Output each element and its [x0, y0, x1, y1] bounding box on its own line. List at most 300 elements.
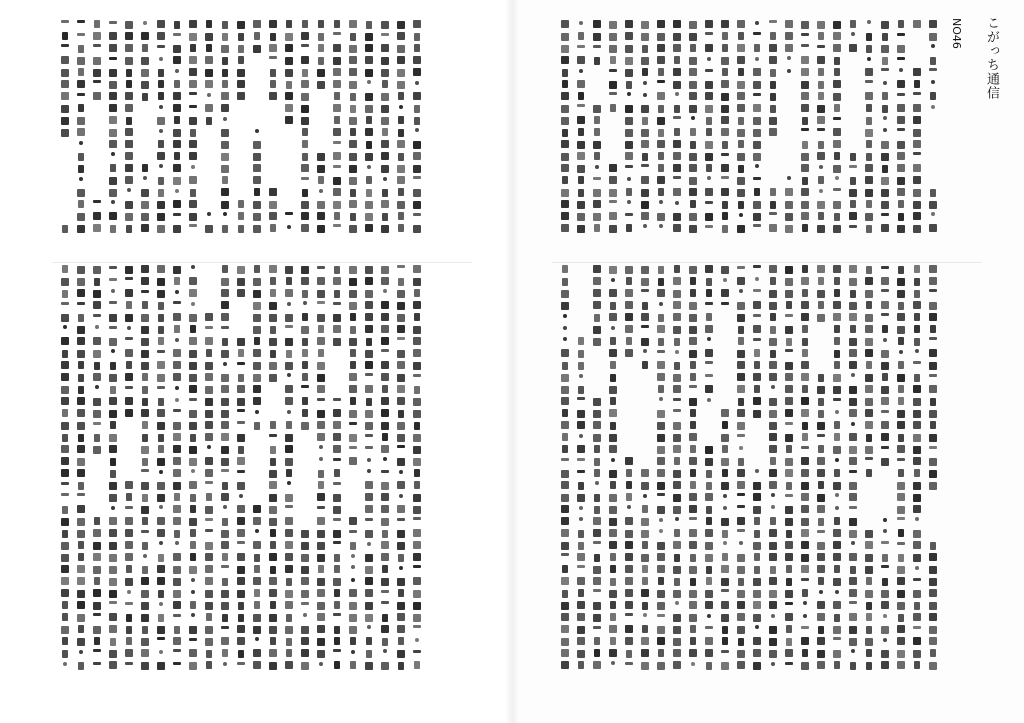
handwriting-stroke — [849, 349, 857, 357]
handwriting-stroke — [334, 565, 340, 573]
handwriting-stroke — [382, 213, 388, 221]
handwriting-stroke — [705, 20, 713, 28]
handwriting-stroke — [109, 129, 117, 137]
handwriting-stroke — [577, 225, 585, 233]
handwriting-stroke — [833, 93, 841, 101]
handwriting-stroke — [721, 601, 729, 609]
handwriting-stroke — [126, 80, 132, 88]
text-column — [316, 20, 326, 255]
handwriting-stroke — [897, 577, 905, 585]
handwriting-stroke — [833, 541, 841, 549]
handwriting-stroke — [141, 57, 149, 65]
handwriting-stroke — [770, 326, 776, 334]
handwriting-stroke — [625, 69, 633, 77]
handwriting-stroke — [397, 374, 405, 382]
handwriting-stroke — [125, 104, 133, 112]
handwriting-stroke — [158, 326, 164, 334]
handwriting-stroke — [913, 385, 921, 393]
handwriting-stroke — [609, 529, 617, 537]
handwriting-stroke — [562, 433, 568, 441]
handwriting-stroke — [753, 482, 761, 490]
handwriting-stroke — [381, 152, 389, 160]
text-column — [896, 20, 906, 255]
handwriting-stroke — [929, 589, 937, 597]
handwriting-stroke — [866, 613, 872, 621]
handwriting-stroke — [269, 374, 277, 382]
handwriting-stroke — [737, 554, 745, 562]
handwriting-stroke — [674, 578, 680, 586]
handwriting-stroke — [109, 445, 117, 453]
handwriting-stroke — [141, 338, 149, 346]
handwriting-stroke — [769, 553, 777, 561]
handwriting-stroke — [881, 153, 889, 161]
text-column — [268, 265, 278, 685]
handwriting-stroke — [205, 469, 213, 477]
handwriting-stroke — [834, 213, 840, 221]
handwriting-stroke — [705, 105, 713, 113]
handwriting-stroke — [222, 176, 228, 184]
text-column — [396, 265, 406, 685]
handwriting-stroke — [754, 188, 760, 196]
handwriting-stroke — [785, 188, 793, 196]
handwriting-stroke — [929, 374, 937, 377]
handwriting-stroke — [722, 212, 728, 220]
handwriting-stroke — [127, 188, 131, 192]
handwriting-stroke — [705, 385, 713, 393]
handwriting-stroke — [191, 265, 195, 269]
handwriting-stroke — [657, 434, 665, 442]
handwriting-stroke — [771, 505, 775, 509]
handwriting-stroke — [93, 662, 101, 665]
handwriting-stroke — [93, 266, 101, 274]
handwriting-stroke — [609, 434, 617, 442]
handwriting-stroke — [109, 566, 117, 574]
handwriting-stroke — [270, 566, 276, 574]
handwriting-stroke — [397, 56, 405, 64]
handwriting-stroke — [333, 649, 341, 652]
handwriting-stroke — [931, 105, 935, 109]
handwriting-stroke — [657, 213, 665, 221]
handwriting-stroke — [593, 289, 601, 297]
handwriting-stroke — [189, 33, 197, 41]
handwriting-stroke — [158, 189, 164, 197]
handwriting-stroke — [334, 290, 340, 298]
handwriting-stroke — [125, 152, 133, 160]
handwriting-stroke — [753, 637, 761, 645]
handwriting-stroke — [62, 265, 68, 273]
handwriting-stroke — [109, 374, 117, 382]
handwriting-stroke — [594, 152, 600, 160]
text-column — [412, 20, 422, 255]
handwriting-stroke — [221, 374, 229, 382]
handwriting-stroke — [77, 565, 85, 573]
handwriting-stroke — [706, 128, 712, 136]
handwriting-stroke — [398, 188, 404, 196]
handwriting-stroke — [334, 601, 340, 609]
handwriting-stroke — [238, 200, 244, 208]
handwriting-stroke — [317, 277, 325, 285]
handwriting-stroke — [801, 518, 809, 526]
handwriting-stroke — [221, 385, 229, 393]
handwriting-stroke — [365, 313, 373, 321]
handwriting-stroke — [221, 141, 229, 149]
handwriting-stroke — [126, 361, 132, 369]
text-column — [864, 265, 874, 685]
handwriting-stroke — [222, 578, 228, 586]
handwriting-stroke — [737, 505, 745, 508]
handwriting-stroke — [270, 350, 276, 358]
handwriting-stroke — [413, 577, 421, 585]
handwriting-stroke — [914, 278, 920, 286]
handwriting-stroke — [593, 410, 601, 418]
handwriting-stroke — [333, 445, 341, 453]
handwriting-stroke — [881, 177, 889, 185]
handwriting-stroke — [721, 116, 729, 124]
handwriting-stroke — [334, 266, 340, 274]
handwriting-stroke — [381, 662, 389, 670]
handwriting-stroke — [62, 613, 68, 621]
handwriting-stroke — [158, 590, 164, 598]
handwriting-stroke — [254, 422, 260, 430]
handwriting-stroke — [301, 577, 309, 585]
handwriting-stroke — [562, 69, 568, 77]
handwriting-stroke — [350, 661, 356, 669]
handwriting-stroke — [578, 482, 584, 490]
handwriting-stroke — [365, 69, 373, 77]
handwriting-stroke — [579, 506, 583, 510]
handwriting-stroke — [125, 164, 133, 172]
handwriting-stroke — [929, 201, 937, 209]
handwriting-stroke — [673, 164, 681, 172]
left-page-top-text — [60, 20, 470, 265]
handwriting-stroke — [899, 68, 903, 72]
handwriting-stroke — [350, 33, 356, 41]
handwriting-stroke — [269, 470, 277, 478]
handwriting-stroke — [689, 433, 697, 441]
handwriting-stroke — [866, 225, 872, 233]
handwriting-stroke — [94, 278, 100, 286]
handwriting-stroke — [755, 57, 759, 61]
handwriting-stroke — [349, 225, 357, 233]
handwriting-stroke — [657, 457, 665, 465]
handwriting-stroke — [897, 326, 905, 334]
handwriting-stroke — [317, 69, 325, 77]
handwriting-stroke — [897, 625, 905, 633]
handwriting-stroke — [269, 212, 277, 220]
handwriting-stroke — [690, 44, 696, 52]
handwriting-stroke — [851, 541, 855, 545]
handwriting-stroke — [866, 469, 872, 477]
text-column — [576, 20, 586, 255]
handwriting-stroke — [833, 398, 841, 401]
handwriting-stroke — [189, 481, 197, 489]
handwriting-stroke — [673, 116, 681, 119]
handwriting-stroke — [349, 446, 357, 449]
handwriting-stroke — [833, 117, 841, 120]
handwriting-stroke — [190, 601, 196, 609]
handwriting-stroke — [317, 578, 325, 586]
handwriting-stroke — [897, 590, 905, 598]
handwriting-stroke — [301, 590, 309, 598]
handwriting-stroke — [833, 265, 841, 273]
handwriting-stroke — [881, 313, 889, 316]
handwriting-stroke — [578, 386, 584, 394]
handwriting-stroke — [849, 338, 857, 346]
handwriting-stroke — [882, 578, 888, 586]
handwriting-stroke — [77, 93, 85, 96]
handwriting-stroke — [690, 373, 696, 381]
handwriting-stroke — [753, 289, 761, 292]
handwriting-stroke — [577, 458, 585, 461]
handwriting-stroke — [866, 140, 872, 148]
handwriting-stroke — [833, 32, 841, 40]
handwriting-stroke — [141, 577, 149, 585]
handwriting-stroke — [205, 542, 213, 550]
handwriting-stroke — [739, 446, 743, 450]
handwriting-stroke — [898, 385, 904, 393]
handwriting-stroke — [833, 637, 841, 640]
text-column — [832, 20, 842, 255]
handwriting-stroke — [110, 421, 116, 429]
handwriting-stroke — [61, 518, 69, 526]
handwriting-stroke — [77, 458, 85, 466]
handwriting-stroke — [349, 68, 357, 76]
handwriting-stroke — [753, 542, 761, 550]
handwriting-stroke — [126, 637, 132, 645]
handwriting-stroke — [737, 189, 745, 197]
handwriting-stroke — [349, 410, 357, 418]
handwriting-stroke — [109, 278, 117, 281]
handwriting-stroke — [929, 337, 937, 340]
handwriting-stroke — [690, 469, 696, 477]
handwriting-stroke — [397, 613, 405, 621]
handwriting-stroke — [173, 45, 181, 53]
handwriting-stroke — [301, 44, 309, 47]
handwriting-stroke — [609, 92, 617, 95]
handwriting-stroke — [366, 398, 372, 406]
text-column — [752, 20, 762, 255]
handwriting-stroke — [801, 153, 809, 161]
handwriting-stroke — [578, 362, 584, 370]
handwriting-stroke — [413, 201, 421, 209]
right-page-separator — [552, 262, 982, 263]
handwriting-stroke — [689, 566, 697, 574]
handwriting-stroke — [898, 20, 904, 28]
handwriting-stroke — [301, 277, 309, 285]
handwriting-stroke — [913, 434, 921, 442]
handwriting-stroke — [802, 422, 808, 430]
text-column — [592, 20, 602, 255]
handwriting-stroke — [174, 626, 180, 634]
handwriting-stroke — [802, 141, 808, 149]
handwriting-stroke — [657, 626, 665, 634]
handwriting-stroke — [190, 189, 196, 197]
handwriting-stroke — [593, 105, 601, 113]
handwriting-stroke — [851, 32, 855, 36]
handwriting-stroke — [223, 117, 227, 121]
handwriting-stroke — [333, 530, 341, 538]
handwriting-stroke — [689, 302, 697, 310]
handwriting-stroke — [594, 469, 600, 477]
handwriting-stroke — [897, 141, 905, 149]
handwriting-stroke — [881, 289, 889, 292]
handwriting-stroke — [93, 69, 101, 77]
handwriting-stroke — [381, 105, 389, 113]
handwriting-stroke — [897, 482, 905, 490]
handwriting-stroke — [658, 314, 664, 322]
handwriting-stroke — [253, 213, 261, 221]
handwriting-stroke — [913, 494, 921, 502]
handwriting-stroke — [769, 265, 777, 273]
handwriting-stroke — [881, 410, 889, 413]
handwriting-stroke — [802, 349, 808, 357]
handwriting-stroke — [270, 541, 276, 549]
handwriting-stroke — [674, 457, 680, 465]
handwriting-stroke — [125, 289, 133, 297]
handwriting-stroke — [929, 68, 937, 71]
handwriting-stroke — [897, 164, 905, 172]
handwriting-stroke — [689, 33, 697, 41]
handwriting-stroke — [914, 374, 920, 382]
handwriting-stroke — [929, 553, 937, 561]
handwriting-stroke — [397, 445, 405, 448]
text-column — [688, 265, 698, 685]
handwriting-stroke — [397, 265, 405, 268]
handwriting-stroke — [738, 326, 744, 334]
handwriting-stroke — [93, 224, 101, 232]
handwriting-stroke — [77, 422, 85, 430]
handwriting-stroke — [381, 361, 389, 369]
handwriting-stroke — [609, 69, 617, 72]
handwriting-stroke — [301, 422, 309, 430]
handwriting-stroke — [737, 493, 745, 496]
handwriting-stroke — [270, 69, 276, 77]
handwriting-stroke — [159, 164, 163, 168]
handwriting-stroke — [641, 212, 649, 220]
handwriting-stroke — [302, 313, 308, 321]
handwriting-stroke — [365, 530, 373, 538]
text-column — [672, 265, 682, 685]
handwriting-stroke — [253, 517, 261, 525]
handwriting-stroke — [897, 566, 905, 574]
handwriting-stroke — [913, 637, 921, 645]
handwriting-stroke — [706, 313, 712, 321]
handwriting-stroke — [865, 566, 873, 574]
handwriting-stroke — [334, 554, 340, 562]
handwriting-stroke — [593, 434, 601, 442]
handwriting-stroke — [737, 302, 745, 310]
handwriting-stroke — [125, 481, 133, 489]
handwriting-stroke — [111, 289, 115, 293]
handwriting-stroke — [659, 224, 663, 228]
handwriting-stroke — [254, 265, 260, 273]
handwriting-stroke — [881, 601, 889, 609]
handwriting-stroke — [578, 661, 584, 669]
handwriting-stroke — [657, 590, 665, 598]
handwriting-stroke — [753, 224, 761, 227]
handwriting-stroke — [365, 350, 373, 358]
text-column — [76, 20, 86, 255]
handwriting-stroke — [62, 530, 68, 538]
handwriting-stroke — [174, 80, 180, 88]
text-column — [608, 265, 618, 685]
handwriting-stroke — [317, 493, 325, 501]
text-column — [640, 20, 650, 255]
handwriting-stroke — [333, 188, 341, 196]
handwriting-stroke — [673, 541, 681, 549]
handwriting-stroke — [722, 141, 728, 149]
handwriting-stroke — [659, 302, 663, 306]
handwriting-stroke — [642, 625, 648, 633]
handwriting-stroke — [221, 433, 229, 441]
handwriting-stroke — [383, 177, 387, 181]
handwriting-stroke — [658, 105, 664, 113]
text-column — [608, 20, 618, 255]
handwriting-stroke — [381, 445, 389, 453]
handwriting-stroke — [127, 590, 131, 594]
handwriting-stroke — [109, 57, 117, 60]
handwriting-stroke — [191, 469, 195, 473]
handwriting-stroke — [285, 314, 293, 322]
handwriting-stroke — [109, 410, 117, 418]
handwriting-stroke — [93, 314, 101, 317]
handwriting-stroke — [753, 601, 761, 609]
handwriting-stroke — [205, 69, 213, 77]
handwriting-stroke — [866, 434, 872, 442]
handwriting-stroke — [206, 44, 212, 52]
handwriting-stroke — [141, 362, 149, 370]
handwriting-stroke — [737, 44, 745, 52]
handwriting-stroke — [722, 32, 728, 40]
handwriting-stroke — [413, 374, 421, 377]
handwriting-stroke — [301, 32, 309, 40]
handwriting-stroke — [641, 482, 649, 490]
handwriting-stroke — [173, 373, 181, 381]
handwriting-stroke — [561, 421, 569, 429]
handwriting-stroke — [189, 458, 197, 466]
handwriting-stroke — [397, 518, 405, 521]
handwriting-stroke — [365, 33, 373, 41]
handwriting-stroke — [398, 589, 404, 597]
handwriting-stroke — [237, 421, 245, 424]
handwriting-stroke — [269, 434, 277, 437]
handwriting-stroke — [159, 541, 163, 545]
handwriting-stroke — [577, 213, 585, 221]
handwriting-stroke — [397, 458, 405, 466]
handwriting-stroke — [706, 289, 712, 297]
handwriting-stroke — [349, 373, 357, 381]
handwriting-stroke — [237, 590, 245, 598]
handwriting-stroke — [78, 434, 84, 442]
handwriting-stroke — [593, 177, 601, 180]
handwriting-stroke — [722, 68, 728, 76]
handwriting-stroke — [770, 457, 776, 465]
handwriting-stroke — [849, 482, 857, 490]
handwriting-stroke — [753, 177, 761, 180]
handwriting-stroke — [157, 265, 165, 273]
handwriting-stroke — [189, 200, 197, 208]
handwriting-stroke — [382, 80, 388, 88]
handwriting-stroke — [269, 314, 277, 322]
handwriting-stroke — [350, 213, 356, 221]
handwriting-stroke — [561, 20, 569, 28]
handwriting-stroke — [802, 265, 808, 273]
handwriting-stroke — [237, 21, 245, 29]
handwriting-stroke — [801, 104, 809, 112]
newsletter-title: こがっち通信 — [984, 16, 999, 100]
handwriting-stroke — [913, 212, 921, 220]
handwriting-stroke — [737, 481, 745, 489]
